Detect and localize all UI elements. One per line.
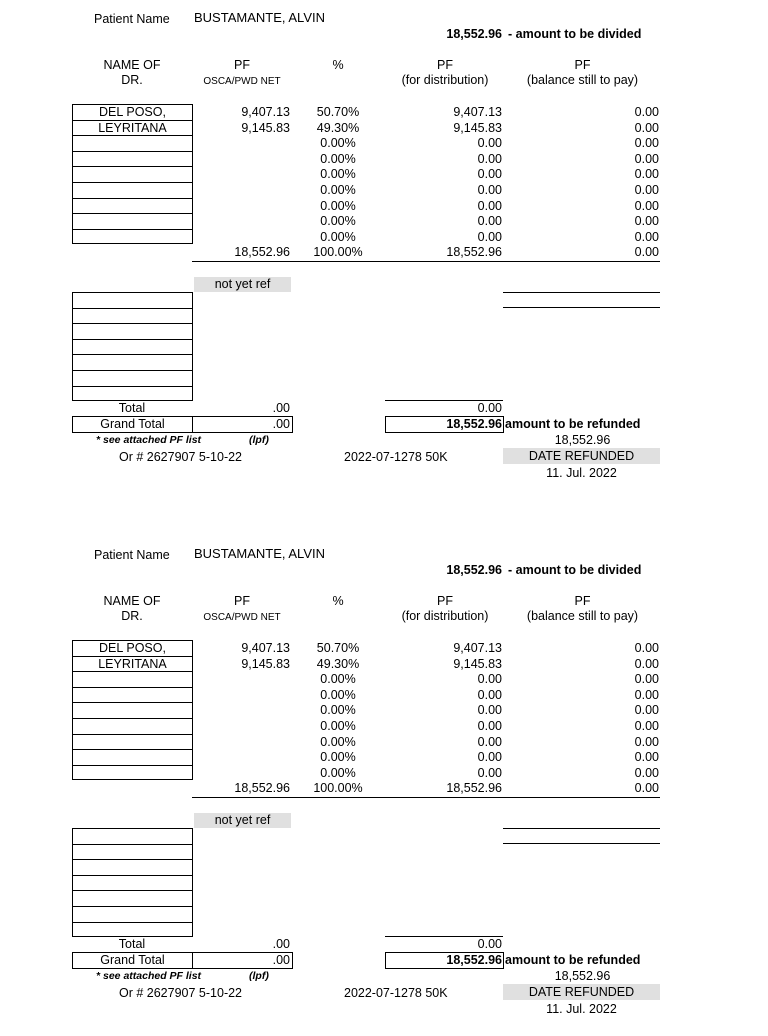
patient-name-label: Patient Name <box>94 12 170 26</box>
amount-to-be-refunded-label: amount to be refunded <box>505 417 641 431</box>
amount-to-divide-label: - amount to be divided <box>508 27 642 41</box>
total-value: .00 <box>272 401 290 415</box>
pf-bal-value: 0.00 <box>634 641 659 655</box>
header-pf-bal-line2: (balance still to pay) <box>526 609 639 623</box>
percent-value: 0.00% <box>320 672 356 686</box>
header-name-line2: DR. <box>121 609 143 623</box>
doctor-name: DEL POSO, <box>99 105 166 119</box>
total-pf-net: 18,552.96 <box>234 781 290 795</box>
pf-net-value: 9,407.13 <box>241 641 290 655</box>
grand-total-amount: 18,552.96 <box>446 953 502 967</box>
percent-value: 0.00% <box>320 167 356 181</box>
header-pf-net-line1: PF <box>234 58 250 72</box>
pf-dist-value: 0.00 <box>477 766 502 780</box>
grand-total-label: Grand Total <box>100 953 165 967</box>
header-pf-dist-line2: (for distribution) <box>401 73 489 87</box>
header-pf-bal-line1: PF <box>574 58 591 72</box>
percent-value: 0.00% <box>320 183 356 197</box>
grand-total-amount: 18,552.96 <box>446 417 502 431</box>
pf-bal-value: 0.00 <box>634 121 659 135</box>
pf-bal-value: 0.00 <box>634 703 659 717</box>
percent-value: 0.00% <box>320 703 356 717</box>
pf-dist-value: 0.00 <box>477 672 502 686</box>
header-percent: % <box>332 58 344 72</box>
patient-name-label: Patient Name <box>94 548 170 562</box>
percent-value: 0.00% <box>320 230 356 244</box>
total-pf-bal: 0.00 <box>634 245 659 259</box>
pf-bal-value: 0.00 <box>634 672 659 686</box>
refund-form-top <box>0 0 768 500</box>
percent-value: 0.00% <box>320 688 356 702</box>
pf-bal-value: 0.00 <box>634 152 659 166</box>
pf-bal-value: 0.00 <box>634 719 659 733</box>
header-percent: % <box>332 594 344 608</box>
not-yet-ref-label: not yet ref <box>214 813 271 827</box>
date-refunded-label: DATE REFUNDED <box>528 985 635 999</box>
date-refunded-value: 11. Jul. 2022 <box>546 1002 617 1016</box>
total-label: Total <box>118 401 146 415</box>
percent-value: 0.00% <box>320 750 356 764</box>
pf-net-value: 9,145.83 <box>241 121 290 135</box>
pf-dist-value: 9,407.13 <box>453 641 502 655</box>
lpf-note: (lpf) <box>249 434 269 446</box>
pf-dist-value: 9,145.83 <box>453 657 502 671</box>
pf-bal-value: 0.00 <box>634 183 659 197</box>
pf-bal-value: 0.00 <box>634 735 659 749</box>
amount-to-divide: 18,552.96 <box>446 563 502 577</box>
grand-total-value: .00 <box>272 417 290 431</box>
date-refunded-value: 11. Jul. 2022 <box>546 466 617 480</box>
reference-number: 2022-07-1278 50K <box>344 450 448 464</box>
total-pf-dist: 18,552.96 <box>446 781 502 795</box>
pf-dist-value: 0.00 <box>477 703 502 717</box>
header-pf-bal-line2: (balance still to pay) <box>526 73 639 87</box>
pf-bal-value: 0.00 <box>634 688 659 702</box>
percent-value: 0.00% <box>320 152 356 166</box>
reference-number: 2022-07-1278 50K <box>344 986 448 1000</box>
percent-value: 50.70% <box>316 105 360 119</box>
header-pf-net-line2: OSCA/PWD NET <box>203 612 281 623</box>
total-percent: 100.00% <box>313 245 363 259</box>
patient-name-value: BUSTAMANTE, ALVIN <box>194 546 325 561</box>
percent-value: 49.30% <box>316 121 360 135</box>
pf-dist-value: 0.00 <box>477 214 502 228</box>
patient-name-value: BUSTAMANTE, ALVIN <box>194 10 325 25</box>
pf-dist-value: 9,145.83 <box>453 121 502 135</box>
or-number: Or # 2627907 5-10-22 <box>119 450 243 464</box>
total-pf-bal: 0.00 <box>634 781 659 795</box>
not-yet-ref-label: not yet ref <box>214 277 271 291</box>
total-label: Total <box>118 937 146 951</box>
header-name-line1: NAME OF <box>103 58 161 72</box>
grand-total-value: .00 <box>272 953 290 967</box>
pf-bal-value: 0.00 <box>634 167 659 181</box>
refund-form-bottom <box>0 536 768 1036</box>
pf-dist-value: 0.00 <box>477 688 502 702</box>
pf-dist-value: 0.00 <box>477 750 502 764</box>
pf-bal-value: 0.00 <box>634 105 659 119</box>
percent-value: 0.00% <box>320 199 356 213</box>
pf-bal-value: 0.00 <box>634 766 659 780</box>
percent-value: 50.70% <box>316 641 360 655</box>
pf-bal-value: 0.00 <box>634 199 659 213</box>
attached-pf-list-note: * see attached PF list <box>96 434 202 446</box>
header-pf-dist-line1: PF <box>437 594 453 608</box>
refund-amount: 18,552.96 <box>554 433 611 447</box>
doctor-name: LEYRITANA <box>98 121 167 135</box>
header-pf-bal-line1: PF <box>574 594 591 608</box>
header-name-line2: DR. <box>121 73 143 87</box>
pf-bal-value: 0.00 <box>634 657 659 671</box>
doctor-name: DEL POSO, <box>99 641 166 655</box>
percent-value: 0.00% <box>320 136 356 150</box>
pf-dist-value: 0.00 <box>477 230 502 244</box>
amount-to-be-refunded-label: amount to be refunded <box>505 953 641 967</box>
amount-to-divide: 18,552.96 <box>446 27 502 41</box>
total-pf-dist: 18,552.96 <box>446 245 502 259</box>
pf-bal-value: 0.00 <box>634 214 659 228</box>
or-number: Or # 2627907 5-10-22 <box>119 986 243 1000</box>
percent-value: 0.00% <box>320 719 356 733</box>
header-name-line1: NAME OF <box>103 594 161 608</box>
pf-bal-value: 0.00 <box>634 136 659 150</box>
doctor-name: LEYRITANA <box>98 657 167 671</box>
pf-dist-value: 0.00 <box>477 719 502 733</box>
header-pf-dist-line2: (for distribution) <box>401 609 489 623</box>
pf-bal-value: 0.00 <box>634 750 659 764</box>
total-percent: 100.00% <box>313 781 363 795</box>
percent-value: 0.00% <box>320 735 356 749</box>
percent-value: 0.00% <box>320 766 356 780</box>
refund-amount: 18,552.96 <box>554 969 611 983</box>
date-refunded-label: DATE REFUNDED <box>528 449 635 463</box>
pf-dist-value: 0.00 <box>477 199 502 213</box>
attached-pf-list-note: * see attached PF list <box>96 970 202 982</box>
pf-dist-value: 0.00 <box>477 735 502 749</box>
pf-dist-value: 0.00 <box>477 183 502 197</box>
header-pf-net-line2: OSCA/PWD NET <box>203 76 281 87</box>
pf-dist-value: 0.00 <box>477 167 502 181</box>
pf-net-value: 9,407.13 <box>241 105 290 119</box>
lpf-note: (lpf) <box>249 970 269 982</box>
header-pf-dist-line1: PF <box>437 58 453 72</box>
amount-to-divide-label: - amount to be divided <box>508 563 642 577</box>
percent-value: 49.30% <box>316 657 360 671</box>
total-pf-net: 18,552.96 <box>234 245 290 259</box>
pf-dist-value: 0.00 <box>477 136 502 150</box>
grand-total-label: Grand Total <box>100 417 165 431</box>
pf-bal-value: 0.00 <box>634 230 659 244</box>
total-right-value: 0.00 <box>477 937 502 951</box>
total-value: .00 <box>272 937 290 951</box>
total-right-value: 0.00 <box>477 401 502 415</box>
pf-net-value: 9,145.83 <box>241 657 290 671</box>
pf-dist-value: 9,407.13 <box>453 105 502 119</box>
header-pf-net-line1: PF <box>234 594 250 608</box>
percent-value: 0.00% <box>320 214 356 228</box>
pf-dist-value: 0.00 <box>477 152 502 166</box>
